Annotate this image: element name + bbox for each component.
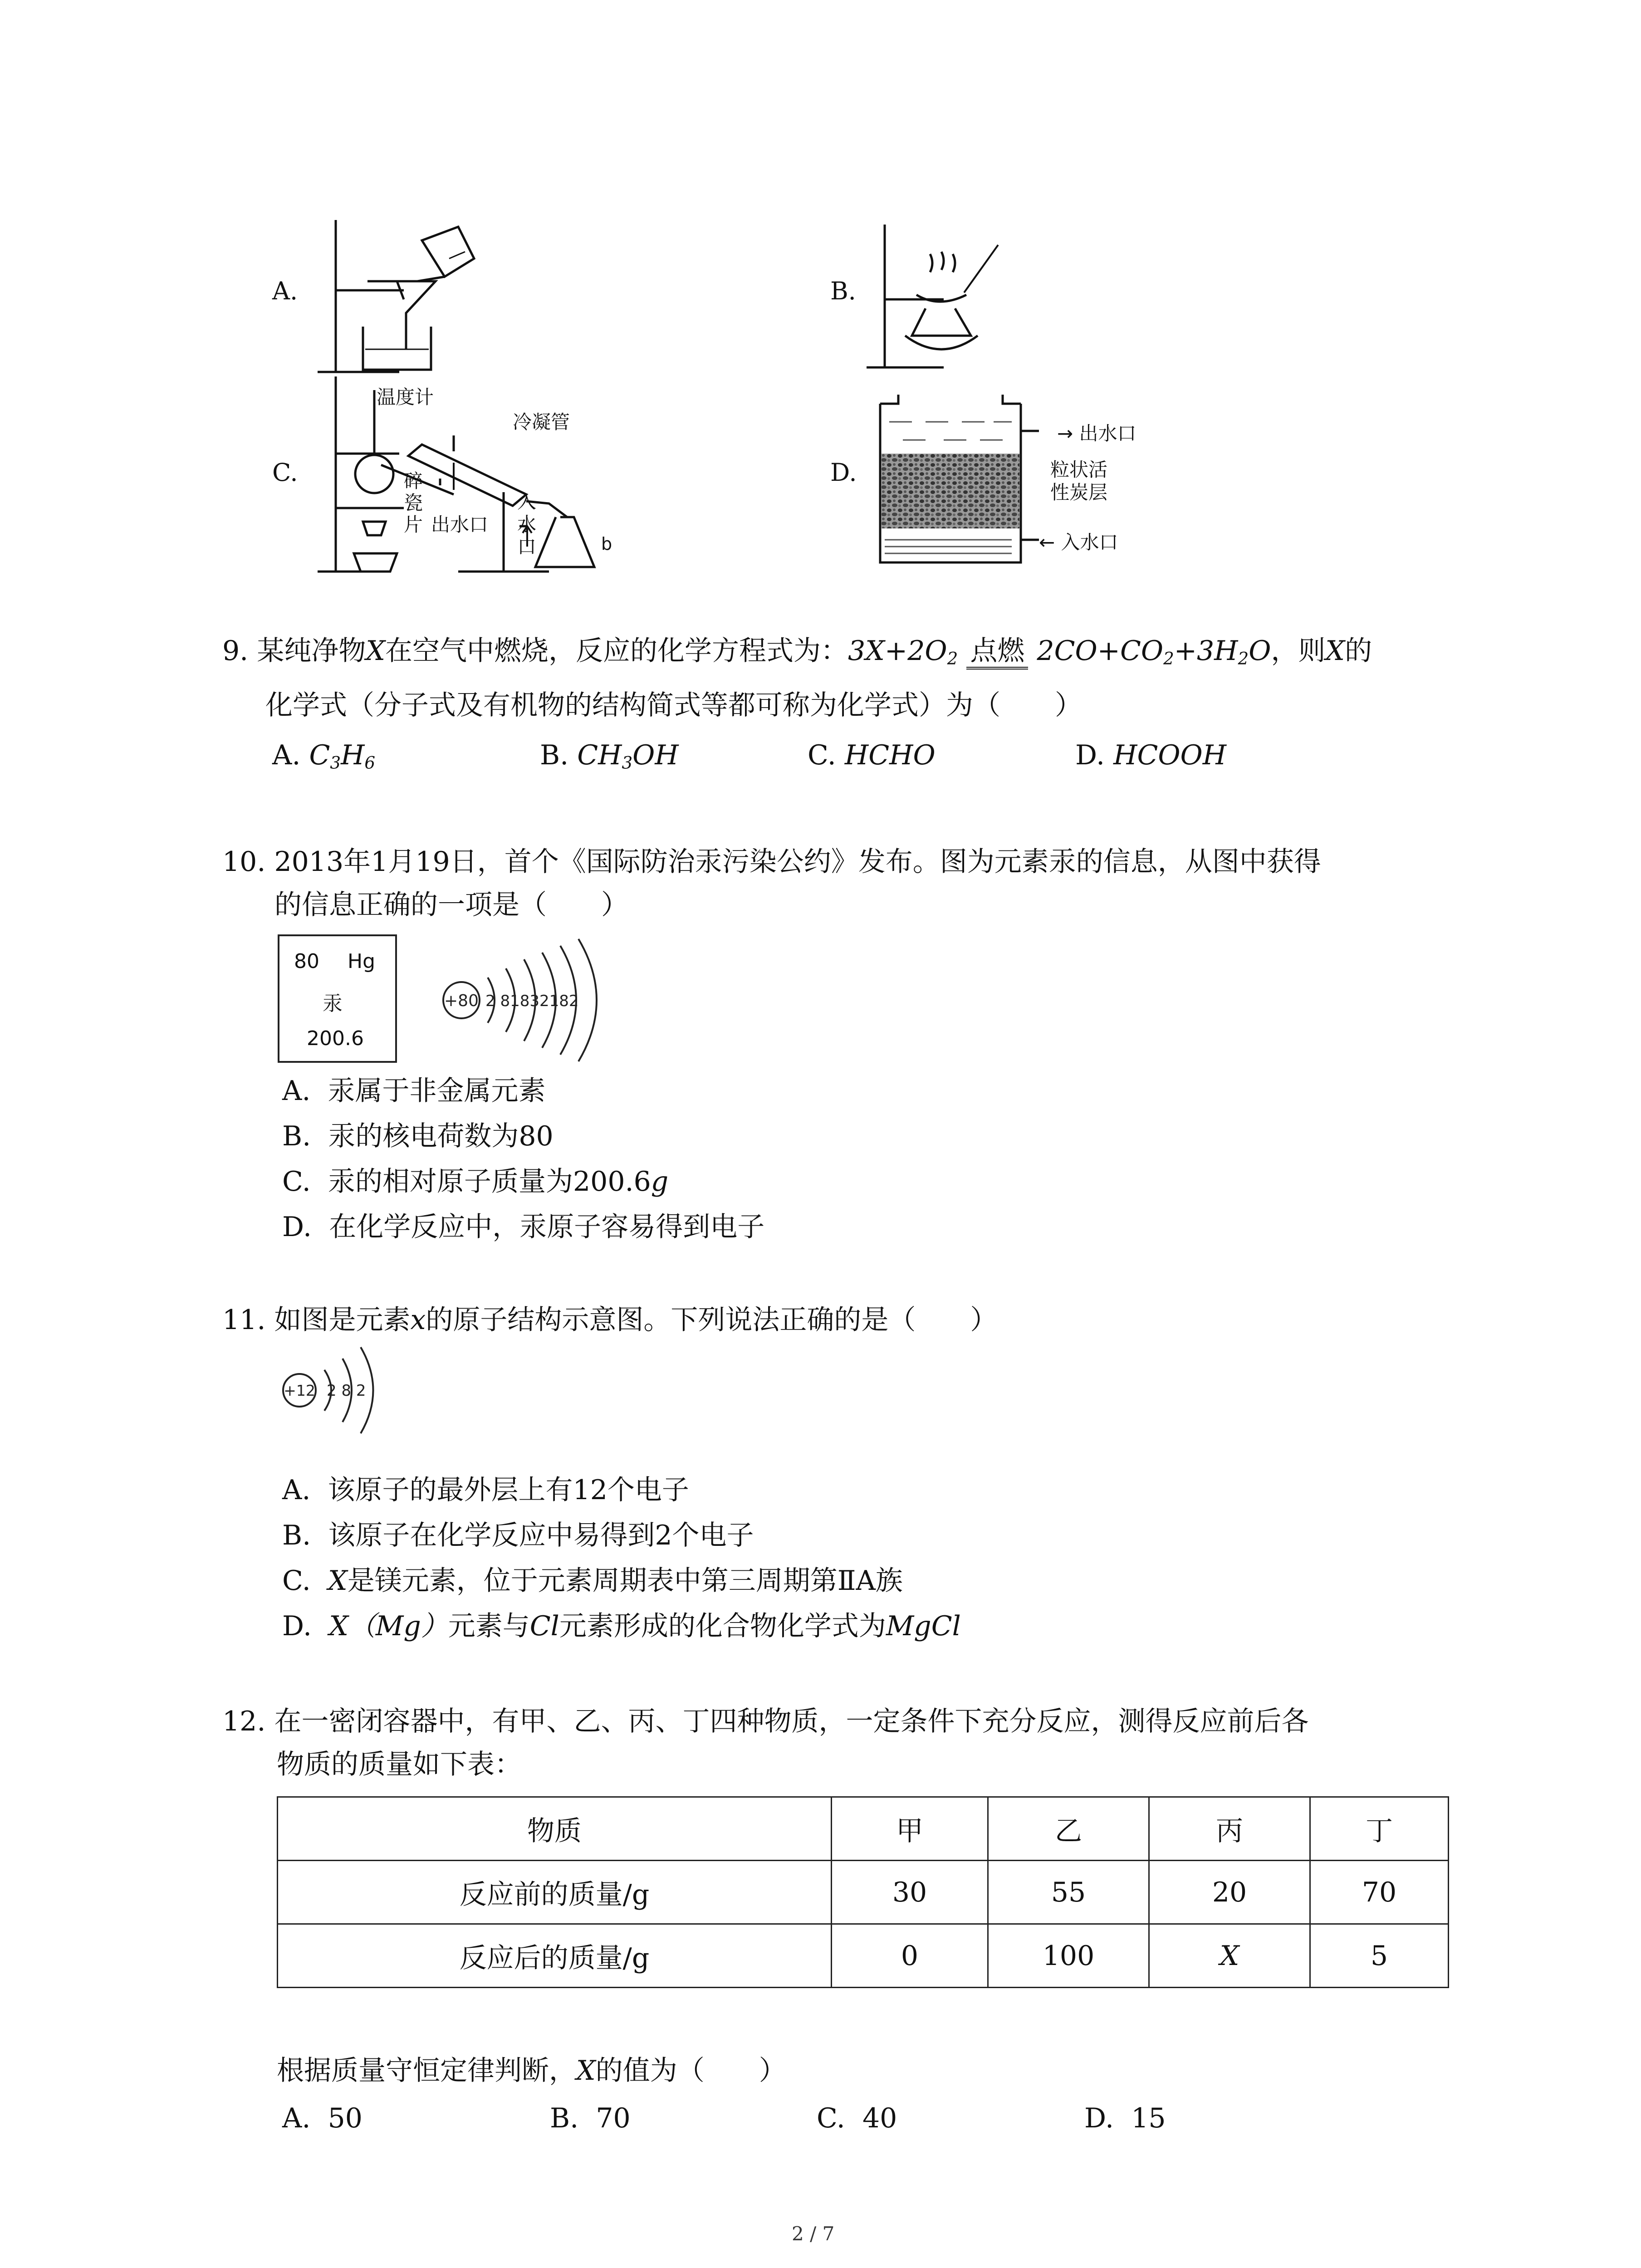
q9-option-a-f2: H — [341, 739, 365, 771]
q11-line1-b: 的原子结构示意图。下列说法正确的是（ ） — [426, 1304, 998, 1336]
table-cell: 20 — [1149, 1861, 1310, 1924]
q9-option-c — [808, 739, 936, 771]
q11-option-c-letter: C. — [282, 1565, 311, 1597]
table-cell: 5 — [1310, 1924, 1449, 1988]
q12-option-d-letter: D. — [1084, 2102, 1114, 2134]
label-water-in-c-2: 水 — [517, 513, 537, 535]
q12-option-b-letter: B. — [550, 2102, 579, 2134]
q10-option-a-text: 汞属于非金属元素 — [328, 1075, 546, 1107]
q11-option-d-formula: MgCl — [886, 1610, 961, 1642]
q11-option-b — [282, 1522, 754, 1549]
label-condenser: 冷凝管 — [513, 411, 570, 433]
label-chips-2: 瓷 — [404, 492, 423, 514]
q9-option-a-s2: 6 — [364, 753, 376, 773]
q9-option-a-letter: A. — [272, 739, 301, 771]
q9-option-b — [540, 739, 679, 773]
q9-sub: 2 — [947, 648, 958, 669]
hg-atom-structure-diagram — [433, 932, 615, 1068]
q9-number: 9. — [222, 635, 249, 667]
q9-text-4: 的 — [1345, 635, 1372, 667]
element-name: 汞 — [323, 992, 343, 1015]
q11-option-d-text: 元素形成的化合物化学式为 — [559, 1610, 886, 1642]
q11-line1-a: 如图是元素 — [274, 1304, 411, 1336]
mg-nucleus-label: +12 — [284, 1382, 315, 1399]
q10-option-d-text: 在化学反应中，汞原子容易得到电子 — [329, 1211, 765, 1243]
evaporation-apparatus-figure — [862, 218, 1025, 372]
mg-shell-electrons: 2 8 2 — [327, 1382, 366, 1400]
q9-option-c-f1: HCHO — [844, 739, 936, 771]
option-d-letter: D. — [830, 458, 857, 487]
q9-option-a-s1: 3 — [330, 753, 341, 773]
q12-option-d-text: 15 — [1131, 2102, 1166, 2134]
label-thermometer: 温度计 — [377, 386, 434, 408]
q10-line1-text: 2013年1月19日，首个《国际防治汞污染公约》发布。图为元素汞的信息，从图中获得 — [274, 846, 1321, 878]
table-header-cell: 甲 — [832, 1797, 988, 1861]
q10-option-b-letter: B. — [282, 1120, 311, 1152]
q10-line1 — [222, 846, 1321, 878]
q10-line2: 的信息正确的一项是（ ） — [274, 889, 628, 921]
q9-condition: 点燃 — [966, 635, 1028, 670]
label-water-out-d: → 出水口 — [1057, 422, 1136, 445]
table-header-cell: 物质 — [278, 1797, 832, 1861]
element-number: 80 — [294, 950, 319, 973]
element-mass: 200.6 — [307, 1027, 364, 1050]
q11-option-d — [282, 1610, 961, 1642]
q9-sub-3: 2 — [1238, 648, 1249, 669]
label-water-out-d-text: 出水口 — [1079, 422, 1136, 445]
table-cell: X — [1149, 1924, 1310, 1988]
q11-option-c-text: 是镁元素，位于元素周期表中第三周期第ⅡA族 — [347, 1565, 903, 1597]
label-carbon-layer-1: 粒状活 — [1050, 459, 1108, 481]
table-row — [278, 1861, 1449, 1924]
label-flask-b: b — [601, 534, 612, 554]
q9-eq-right-1: 2CO+CO — [1037, 635, 1164, 667]
q11-option-a — [282, 1476, 689, 1504]
q11-var: x — [410, 1304, 426, 1336]
q10-option-c-letter: C. — [282, 1166, 311, 1198]
q9-option-b-s1: 3 — [622, 753, 633, 773]
q11-option-d-letter: D. — [282, 1610, 312, 1642]
label-water-out-c: 出水口 — [431, 513, 489, 536]
q10-option-b-text: 汞的核电荷数为80 — [328, 1120, 554, 1152]
q10-number: 10. — [222, 846, 266, 878]
water-purifier-figure — [876, 390, 1066, 572]
q9-option-b-f2: OH — [632, 739, 679, 771]
q9-option-b-f1: CH — [577, 739, 622, 771]
q12-option-b — [550, 2102, 631, 2134]
q10-option-c-text: 汞的相对原子质量为200.6 — [328, 1166, 651, 1198]
q12-option-a — [282, 2102, 362, 2134]
q9-text-1: 某纯净物 — [257, 635, 366, 667]
q9-var-2: X — [1325, 635, 1345, 667]
label-chips-1: 碎 — [404, 470, 423, 492]
table-cell: 反应后的质量/g — [278, 1924, 832, 1988]
table-cell: 30 — [832, 1861, 988, 1924]
q9-option-d-letter: D. — [1075, 739, 1105, 771]
q12-line1 — [222, 1708, 1309, 1735]
hg-nucleus-label: +80 — [444, 992, 479, 1010]
table-header-row — [278, 1797, 1449, 1861]
q9-text-2: 在空气中燃烧，反应的化学方程式为： — [385, 635, 848, 667]
label-water-in-d: ← 入水口 — [1039, 531, 1118, 553]
q9-option-d — [1075, 739, 1227, 771]
q10-option-b — [282, 1120, 554, 1152]
q12-option-a-text: 50 — [328, 2102, 362, 2134]
distillation-apparatus-figure — [313, 372, 676, 581]
q12-question-end: 的值为（ ） — [595, 2055, 786, 2087]
q9-var: X — [366, 635, 386, 667]
q12-option-c — [817, 2102, 897, 2134]
label-carbon-layer-2: 性炭层 — [1050, 481, 1108, 503]
table-cell: 70 — [1310, 1861, 1449, 1924]
table-header-cell: 丁 — [1310, 1797, 1449, 1861]
q9-sub-2: 2 — [1163, 648, 1174, 669]
q9-option-d-f1: HCOOH — [1113, 739, 1227, 771]
q11-option-b-letter: B. — [282, 1520, 311, 1551]
label-water-in-c-1: 入 — [517, 490, 537, 513]
q11-number: 11. — [222, 1304, 266, 1336]
q10-option-a — [282, 1077, 546, 1105]
q11-option-a-text: 该原子的最外层上有12个电子 — [328, 1474, 689, 1506]
q11-option-c-var: X — [328, 1565, 348, 1597]
option-c-letter: C. — [272, 458, 298, 487]
table-cell: 55 — [988, 1861, 1149, 1924]
q10-option-d — [282, 1213, 764, 1241]
q11-option-d-cl: Cl — [529, 1610, 559, 1642]
table-cell: 0 — [832, 1924, 988, 1988]
q12-question-text: 根据质量守恒定律判断， — [277, 2055, 576, 2087]
q9-option-c-letter: C. — [808, 739, 836, 771]
label-chips-3: 片 — [404, 513, 423, 536]
q11-option-b-text: 该原子在化学反应中易得到2个电子 — [328, 1520, 754, 1551]
element-symbol: Hg — [348, 950, 376, 973]
q11-line1 — [222, 1306, 997, 1334]
q9-text-3: ，则 — [1271, 635, 1326, 667]
q9-option-a — [272, 739, 376, 773]
q11-option-d-mid: 元素与 — [448, 1610, 530, 1642]
q12-question — [277, 2055, 786, 2087]
table-header-cell: 丙 — [1149, 1797, 1310, 1861]
q9-option-a-f1: C — [309, 739, 330, 771]
element-card-hg — [278, 934, 397, 1063]
q10-option-c-unit: g — [651, 1166, 669, 1198]
q10-option-d-letter: D. — [282, 1211, 312, 1243]
q12-line2: 物质的质量如下表： — [277, 1749, 522, 1780]
option-a-letter: A. — [272, 277, 298, 305]
q12-question-var: X — [576, 2055, 596, 2087]
q9-option-b-letter: B. — [540, 739, 569, 771]
q9-eq-right-3: O — [1249, 635, 1271, 667]
label-water-in-c-3: 口 — [517, 536, 537, 558]
q11-option-c — [282, 1565, 903, 1597]
q11-option-d-var: X（Mg） — [329, 1610, 448, 1642]
label-water-in-d-text: 入水口 — [1061, 531, 1118, 553]
q12-option-d — [1084, 2102, 1166, 2134]
q12-option-a-letter: A. — [282, 2102, 311, 2134]
page-number: 2 / 7 — [792, 2223, 835, 2245]
q9-eq-left: 3X+2O — [848, 635, 947, 667]
filtration-apparatus-figure — [309, 213, 481, 376]
q12-number: 12. — [222, 1706, 266, 1737]
mg-atom-structure-diagram — [277, 1338, 395, 1442]
hg-shell-electrons: 2 81832182 — [485, 992, 579, 1010]
table-row — [278, 1924, 1449, 1988]
q11-option-a-letter: A. — [282, 1474, 311, 1506]
table-cell: 100 — [988, 1924, 1149, 1988]
q12-option-c-text: 40 — [862, 2102, 897, 2134]
q12-line1-text: 在一密闭容器中，有甲、乙、丙、丁四种物质，一定条件下充分反应，测得反应前后各 — [274, 1706, 1309, 1737]
q9-eq-right-2: +3H — [1174, 635, 1238, 667]
option-b-letter: B. — [830, 277, 856, 305]
q9-line2: 化学式（分子式及有机物的结构简式等都可称为化学式）为（ ） — [265, 689, 1082, 721]
table-cell: 反应前的质量/g — [278, 1861, 832, 1924]
q9-line1 — [222, 637, 1372, 667]
q12-option-c-letter: C. — [817, 2102, 845, 2134]
mass-table — [277, 1796, 1449, 1988]
table-header-cell: 乙 — [988, 1797, 1149, 1861]
q10-option-a-letter: A. — [282, 1075, 311, 1107]
q10-option-c — [282, 1166, 669, 1198]
q12-option-b-text: 70 — [596, 2102, 631, 2134]
